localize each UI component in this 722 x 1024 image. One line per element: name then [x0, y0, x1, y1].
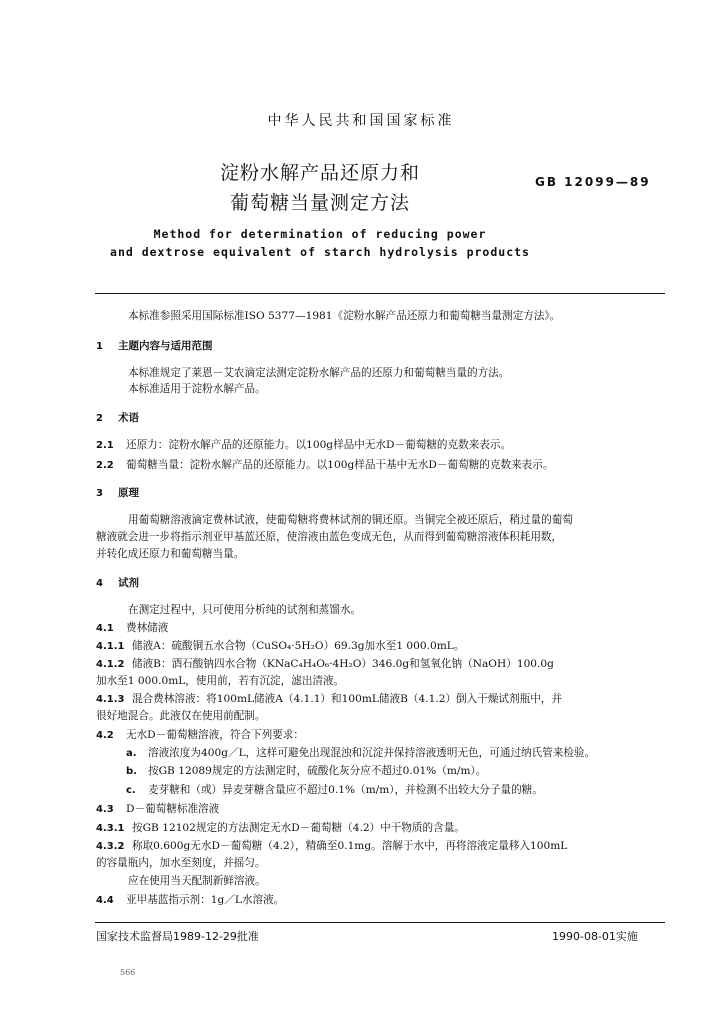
- line-text: 并转化成还原力和葡萄糖当量。: [96, 548, 245, 560]
- line-text: 术语: [118, 412, 139, 424]
- clause-number: 4.1.1: [96, 641, 125, 652]
- clause-number: 3: [96, 488, 103, 499]
- text-line: [96, 893, 284, 908]
- clause-number: 4: [96, 578, 103, 589]
- line-text: 混合费林溶液：将100mL储液A（4.1.1）和100mL储液B（4.1.2）倒入干燥试剂瓶中，并: [132, 693, 562, 705]
- english-title-line2: and dextrose equivalent of starch hydrolysis products: [110, 245, 530, 259]
- line-text: 麦芽糖和（或）异麦芽糖含量应不超过0.1%（m/m），并检测不出较大分子量的糖。: [148, 784, 543, 796]
- text-line: [128, 382, 266, 397]
- text-line: [96, 728, 304, 743]
- line-text: 在测定过程中，只可使用分析纯的试剂和蒸馏水。: [128, 604, 362, 616]
- line-text: 主题内容与适用范围: [118, 340, 213, 352]
- line-text: 葡萄糖当量：淀粉水解产品的还原能力。以100g样品干基中无水D－葡萄糖的克数来表示。: [126, 459, 554, 471]
- text-line: [96, 821, 465, 836]
- line-text: 的容量瓶内，加水至刻度，并摇匀。: [96, 857, 266, 869]
- chinese-title-line2: 葡萄糖当量测定方法: [229, 192, 410, 214]
- chinese-title-line1: 淀粉水解产品还原力和: [219, 162, 420, 184]
- line-text: 还原力：淀粉水解产品的还原能力。以100g样品中无水D－葡萄糖的克数来表示。: [126, 439, 512, 451]
- line-text: 用葡萄糖溶液滴定费林试液，使葡萄糖将费林试剂的铜还原。当铜完全被还原后，稍过量的葡萄: [128, 514, 573, 526]
- section-heading: [96, 411, 139, 426]
- effective-date: 1990-08-01实施: [552, 930, 638, 943]
- text-line: [96, 639, 464, 654]
- line-text: 费林储液: [126, 622, 169, 634]
- clause-number: 2.1: [96, 440, 114, 451]
- clause-number: 4.3.2: [96, 841, 125, 852]
- text-line: [126, 764, 486, 779]
- text-line: [96, 802, 219, 817]
- text-line: [128, 366, 509, 381]
- standard-title: 中华人民共和国国家标准: [267, 113, 455, 129]
- line-text: 本标准适用于淀粉水解产品。: [128, 383, 266, 395]
- text-line: [96, 709, 266, 724]
- clause-number: 4.4: [96, 895, 114, 906]
- text-line: [128, 874, 266, 889]
- clause-number: 2: [96, 413, 103, 424]
- text-line: [96, 674, 344, 689]
- line-text: D－葡萄糖标准溶液: [126, 803, 220, 815]
- line-text: 储液A：硫酸铜五水合物（CuSO₄·5H₂O）69.3g加水至1 000.0mL。: [132, 640, 465, 652]
- text-line: [96, 458, 553, 473]
- line-text: 本标准规定了莱恩－艾农滴定法测定淀粉水解产品的还原力和葡萄糖当量的方法。: [128, 367, 510, 379]
- clause-number: 4.3: [96, 804, 114, 815]
- line-text: 亚甲基蓝指示剂：1g／L水溶液。: [126, 894, 285, 906]
- text-line: [96, 547, 244, 562]
- text-line: [96, 621, 168, 636]
- page-number: 566: [120, 968, 136, 977]
- top-divider: [95, 293, 665, 294]
- approval-date: 国家技术监督局1989-12-29批准: [96, 930, 259, 943]
- standard-code: GB 12099—89: [535, 175, 651, 189]
- english-title-line1: Method for determination of reducing power: [153, 227, 487, 241]
- line-text: 加水至1 000.0mL，使用前，若有沉淀，滤出清液。: [96, 675, 345, 687]
- clause-number: 2.2: [96, 460, 114, 471]
- line-text: 按GB 12089规定的方法测定时，硫酸化灰分应不超过0.01%（m/m）。: [148, 765, 487, 777]
- line-text: 本标准参照采用国际标准ISO 5377—1981《淀粉水解产品还原力和葡萄糖当量测定方法》。: [128, 310, 561, 322]
- line-text: 储液B：酒石酸钠四水合物（KNaC₄H₄O₆·4H₂O）346.0g和氢氧化钠（NaOH）100.0g: [132, 658, 554, 670]
- clause-number: b.: [126, 766, 137, 777]
- text-line: [126, 746, 595, 761]
- clause-number: a.: [126, 748, 137, 759]
- clause-number: 1: [96, 341, 103, 352]
- text-line: [96, 438, 511, 453]
- text-line: [96, 530, 562, 545]
- clause-number: 4.1.2: [96, 659, 125, 670]
- clause-number: c.: [126, 785, 136, 796]
- clause-number: 4.2: [96, 730, 114, 741]
- text-line: [128, 513, 573, 528]
- clause-number: 4.3.1: [96, 823, 125, 834]
- line-text: 无水D－葡萄糖溶液，符合下列要求：: [126, 729, 304, 741]
- text-line: [96, 692, 562, 707]
- clause-number: 4.1: [96, 623, 114, 634]
- text-line: [96, 856, 266, 871]
- line-text: 称取0.600g无水D－葡萄糖（4.2），精确至0.1mg。溶解于水中，再将溶液定量移入100mL: [132, 840, 568, 852]
- section-heading: [96, 576, 139, 591]
- text-line: [128, 309, 560, 324]
- text-line: [96, 657, 554, 672]
- section-heading: [96, 486, 139, 501]
- text-line: [96, 839, 567, 854]
- bottom-divider: [95, 922, 665, 923]
- line-text: 试剂: [118, 577, 139, 589]
- line-text: 按GB 12102规定的方法测定无水D－葡萄糖（4.2）中干物质的含量。: [132, 822, 465, 834]
- section-heading: [96, 339, 213, 354]
- line-text: 很好地混合。此液仅在使用前配制。: [96, 710, 266, 722]
- text-line: [128, 603, 361, 618]
- clause-number: 4.1.3: [96, 694, 125, 705]
- line-text: 溶液浓度为400g／L，这样可避免出现混浊和沉淀并保持溶液透明无色，可通过纳氏管来检验。: [148, 747, 596, 759]
- text-line: [126, 783, 543, 798]
- line-text: 应在使用当天配制新鲜溶液。: [128, 875, 266, 887]
- line-text: 原理: [118, 487, 139, 499]
- line-text: 糖液就会进一步将指示剂亚甲基蓝还原，使溶液由蓝色变成无色，从而得到葡萄糖溶液体积耗用数，: [96, 531, 563, 543]
